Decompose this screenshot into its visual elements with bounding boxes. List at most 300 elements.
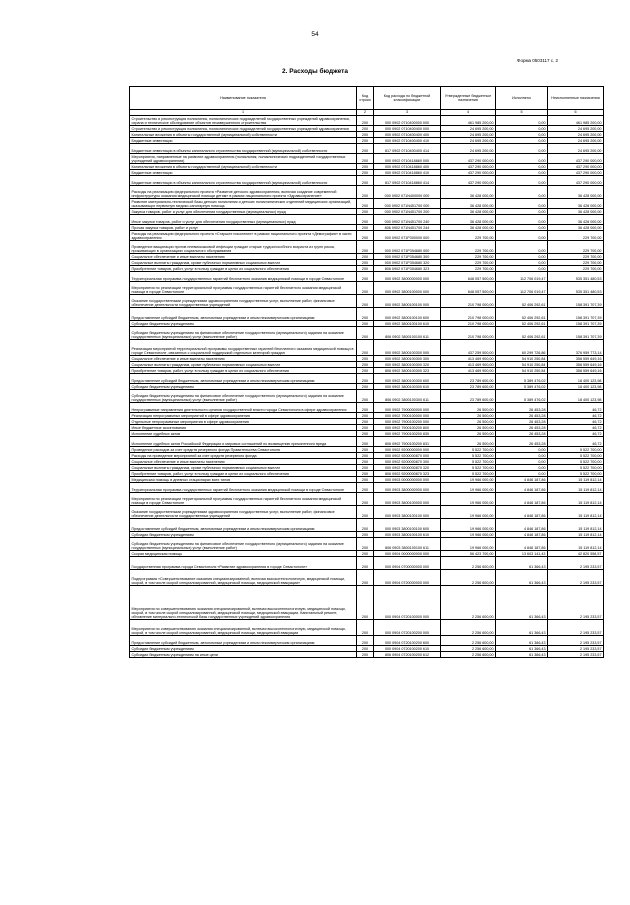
row-line-code-cell: 200 [357, 532, 374, 538]
row-approved-cell: 648 057 500,00 [441, 272, 496, 282]
row-line-code-cell: 200 [357, 199, 374, 209]
row-classification-code-cell: 000 0902 071N451700 000 [374, 199, 441, 209]
row-classification-code-cell: 000 0902 0710418860 400 [374, 164, 441, 170]
row-unexecuted-cell: 229 700,00 [548, 260, 604, 266]
row-executed-cell: 0,00 [496, 116, 548, 126]
row-line-code-cell: 200 [357, 116, 374, 126]
row-line-code-cell: 200 [357, 266, 374, 272]
row-approved-cell: 26 500,00 [441, 431, 496, 437]
row-unexecuted-cell: 24 695 200,00 [548, 138, 604, 144]
row-approved-cell: 210 798 000,00 [441, 327, 496, 340]
row-approved-cell: 26 500,00 [441, 419, 496, 425]
row-approved-cell: 229 700,00 [441, 231, 496, 241]
row-line-code-cell: 200 [357, 390, 374, 403]
row-executed-cell: 0,00 [496, 260, 548, 266]
row-approved-cell: 413 469 900,00 [441, 356, 496, 362]
row-name-cell: Подпрограмма «Совершенствование оказания специализированной, включая высокотехнологичную, медицинской помощи, скорой, в том числе скорой специализированной, медицинской помощи, медицинской эвакуации» [130, 570, 357, 586]
table-row [130, 493, 604, 506]
row-name-cell: Субсидии бюджетным учреждениям на иные цели [130, 652, 357, 658]
row-unexecuted-cell: 15 119 812,14 [548, 477, 604, 483]
row-line-code-cell: 200 [357, 419, 374, 425]
row-approved-cell: 19 966 000,00 [441, 532, 496, 538]
row-name-cell: Предоставление субсидий бюджетным, автономным учреждениям и иным некоммерческим организациям [130, 636, 357, 646]
row-classification-code-cell: 000 0902 9200000870 000 [374, 453, 441, 459]
row-name-cell: Субсидии бюджетным учреждениям [130, 646, 357, 652]
row-name-cell: Строительство и реконструкция поликлиник, поликлинических подразделений государственных учреждений здравоохранения [130, 126, 357, 132]
row-name-cell: Иные закупки товаров, работ и услуг для обеспечения государственных (муниципальных) нужд [130, 215, 357, 225]
row-name-cell: Проведение вакцинации против пневмококковой инфекции граждан старше трудоспособного возраста из групп риска, проживающих в организациях социального обслуживания [130, 241, 357, 254]
row-classification-code-cell: 000 0902 9200000000 000 [374, 447, 441, 453]
row-classification-code-cell: 000 0902 7900100200 830 [374, 431, 441, 437]
row-name-cell: Строительство и реконструкция поликлиник, поликлинических подразделений государственных учреждений здравоохранения, охрана и техническое обследование объектов незавершенного строительства [130, 116, 357, 126]
row-approved-cell: 2 256 600,00 [441, 646, 496, 652]
row-name-cell: Проведение расходов за счет средств резервного фонда Правительства Севастополя [130, 447, 357, 453]
row-executed-cell: 0,00 [496, 176, 548, 186]
row-line-code-cell: 200 [357, 295, 374, 308]
row-approved-cell: 23 789 600,00 [441, 384, 496, 390]
row-name-cell: Бюджетные инвестиции в объекты капитального строительства государственной (муниципальной) собственности [130, 176, 357, 186]
row-classification-code-cell: 000 0904 0000000000 000 [374, 551, 441, 557]
table-row [130, 215, 604, 225]
row-unexecuted-cell: 535 351 480,53 [548, 272, 604, 282]
row-approved-cell: 19 966 000,00 [441, 477, 496, 483]
row-unexecuted-cell: 229 700,00 [548, 266, 604, 272]
row-line-code-cell: 200 [357, 403, 374, 413]
row-executed-cell: 52 406 292,61 [496, 308, 548, 321]
row-approved-cell: 229 700,00 [441, 254, 496, 260]
table-row [130, 636, 604, 646]
form-code: Форма 0503117 с. 2 [517, 58, 558, 63]
row-unexecuted-cell: 158 391 707,39 [548, 327, 604, 340]
table-row [130, 403, 604, 413]
row-line-code-cell: 200 [357, 321, 374, 327]
table-row [130, 390, 604, 403]
row-unexecuted-cell: 15 119 812,14 [548, 493, 604, 506]
row-name-cell: Предоставление субсидий бюджетным, автономным учреждениям и иным некоммерческим организациям [130, 519, 357, 532]
row-name-cell: Социальные выплаты гражданам, кроме публичных нормативных социальных выплат [130, 260, 357, 266]
row-approved-cell: 229 700,00 [441, 241, 496, 254]
row-unexecuted-cell: 5 522 700,00 [548, 453, 604, 459]
table-row [130, 483, 604, 493]
row-approved-cell: 229 700,00 [441, 260, 496, 266]
row-name-cell: Бюджетные инвестиции в объекты капитального строительства государственной (муниципальной) собственности [130, 144, 357, 154]
row-executed-cell: 0,00 [496, 215, 548, 225]
header-index: 6 [548, 110, 604, 116]
budget-expenses-table [129, 86, 604, 658]
row-name-cell: Субсидии бюджетным учреждениям на финансовое обеспечение государственного (муниципального) задания на оказание государственных (муниципальных) услуг (выполнение работ) [130, 538, 357, 551]
row-unexecuted-cell: 18 400 123,98 [548, 390, 604, 403]
row-line-code-cell: 200 [357, 327, 374, 340]
row-classification-code-cell: 806 0903 3800100100 611 [374, 538, 441, 551]
table-row [130, 570, 604, 586]
row-executed-cell: 0,00 [496, 465, 548, 471]
row-approved-cell: 36 428 000,00 [441, 186, 496, 199]
row-classification-code-cell: 000 0903 3800100100 610 [374, 532, 441, 538]
row-classification-code-cell: 000 0902 9200000870 320 [374, 465, 441, 471]
row-name-cell: Исполнение судебных актов [130, 431, 357, 437]
row-line-code-cell: 200 [357, 652, 374, 658]
row-classification-code-cell: 806 0902 3800100300 611 [374, 390, 441, 403]
row-unexecuted-cell: 15 119 812,14 [548, 506, 604, 519]
row-approved-cell: 413 469 900,00 [441, 362, 496, 368]
row-name-cell: Субсидии бюджетным учреждениям на финансовое обеспечение государственного (муниципального) задания на оказание государственных (муниципальных) услуг (выполнение работ) [130, 390, 357, 403]
row-unexecuted-cell: 36 428 000,00 [548, 186, 604, 199]
row-approved-cell: 648 057 500,00 [441, 282, 496, 295]
row-approved-cell: 210 798 000,00 [441, 295, 496, 308]
row-name-cell: Государственная программа города Севастополя «Развитие здравоохранения в городе Севастополе» [130, 557, 357, 570]
row-classification-code-cell: 000 0904 0720000000 000 [374, 570, 441, 586]
row-executed-cell: 4 846 187,86 [496, 493, 548, 506]
row-line-code-cell: 200 [357, 368, 374, 374]
row-unexecuted-cell: 46,72 [548, 419, 604, 425]
row-line-code-cell: 200 [357, 260, 374, 266]
row-line-code-cell: 200 [357, 356, 374, 362]
row-executed-cell: 0,00 [496, 170, 548, 176]
row-unexecuted-cell: 46,72 [548, 437, 604, 447]
row-approved-cell: 19 966 000,00 [441, 506, 496, 519]
row-line-code-cell: 200 [357, 413, 374, 419]
row-name-cell: Субсидии бюджетным учреждениям [130, 384, 357, 390]
row-line-code-cell: 200 [357, 425, 374, 431]
table-row [130, 362, 604, 368]
row-line-code-cell: 200 [357, 340, 374, 356]
row-approved-cell: 19 966 000,00 [441, 538, 496, 551]
row-classification-code-cell: 000 0902 3800100300 320 [374, 362, 441, 368]
row-unexecuted-cell: 36 428 000,00 [548, 215, 604, 225]
row-line-code-cell: 200 [357, 431, 374, 437]
row-line-code-cell: 200 [357, 437, 374, 447]
row-executed-cell: 0,00 [496, 154, 548, 164]
row-executed-cell: 0,00 [496, 241, 548, 254]
row-executed-cell: 0,00 [496, 186, 548, 199]
header-classification-code: Код расхода по бюджетной классификации [374, 87, 441, 110]
row-line-code-cell: 200 [357, 646, 374, 652]
row-classification-code-cell: 000 0904 0720100200 610 [374, 646, 441, 652]
row-line-code-cell: 200 [357, 209, 374, 215]
table-row [130, 241, 604, 254]
row-name-cell: Бюджетные инвестиции [130, 170, 357, 176]
row-name-cell: Социальные выплаты гражданам, кроме публичных нормативных социальных выплат [130, 465, 357, 471]
row-line-code-cell: 200 [357, 164, 374, 170]
row-executed-cell: 0,00 [496, 144, 548, 154]
row-name-cell: Реализация мероприятий территориальной программы государственных гарантий бесплатного оказания медицинской помощи в городе Севастополе, связанных с социальной поддержкой отдельных категорий граждан [130, 340, 357, 356]
row-approved-cell: 437 259 500,00 [441, 340, 496, 356]
row-unexecuted-cell: 158 391 707,39 [548, 295, 604, 308]
table-row [130, 199, 604, 209]
row-line-code-cell: 200 [357, 186, 374, 199]
row-line-code-cell: 200 [357, 272, 374, 282]
row-line-code-cell: 200 [357, 570, 374, 586]
row-executed-cell: 61 366,43 [496, 620, 548, 636]
row-executed-cell: 52 406 292,61 [496, 295, 548, 308]
row-classification-code-cell: 000 0902 071P354680 000 [374, 241, 441, 254]
row-line-code-cell: 200 [357, 154, 374, 164]
row-executed-cell: 61 366,43 [496, 557, 548, 570]
row-name-cell: Территориальная программа государственных гарантий бесплатного оказания медицинской помощи в городе Севастополе [130, 483, 357, 493]
row-unexecuted-cell: 229 700,00 [548, 241, 604, 254]
row-classification-code-cell: 000 0902 071N451700 240 [374, 215, 441, 225]
row-name-cell: Территориальная программа государственных гарантий бесплатного оказания медицинской помощи в городе Севастополе [130, 272, 357, 282]
row-classification-code-cell: 000 0904 0720100200 600 [374, 636, 441, 646]
row-classification-code-cell: 000 0902 0710400000 000 [374, 116, 441, 126]
row-executed-cell: 61 366,43 [496, 636, 548, 646]
row-approved-cell: 5 522 700,00 [441, 471, 496, 477]
row-name-cell: Медицинская помощь в дневных стационарах всех типов [130, 477, 357, 483]
row-classification-code-cell: 000 0904 0720100200 000 [374, 620, 441, 636]
row-executed-cell: 13 603 141,43 [496, 551, 548, 557]
row-line-code-cell: 200 [357, 126, 374, 132]
row-approved-cell: 437 290 000,00 [441, 164, 496, 170]
row-unexecuted-cell: 535 351 480,53 [548, 282, 604, 295]
row-line-code-cell: 200 [357, 308, 374, 321]
row-executed-cell: 26 453,28 [496, 425, 548, 431]
row-approved-cell: 5 522 700,00 [441, 447, 496, 453]
row-line-code-cell: 200 [357, 170, 374, 176]
row-unexecuted-cell: 437 290 000,00 [548, 170, 604, 176]
table-row [130, 272, 604, 282]
row-classification-code-cell: 000 0903 3800100100 600 [374, 519, 441, 532]
row-approved-cell: 2 256 600,00 [441, 620, 496, 636]
row-classification-code-cell: 000 0902 0710418860 000 [374, 154, 441, 164]
table-row [130, 308, 604, 321]
row-approved-cell: 5 522 700,00 [441, 453, 496, 459]
table-row [130, 116, 604, 126]
row-name-cell: Бюджетные инвестиции [130, 138, 357, 144]
row-unexecuted-cell: 15 119 812,14 [548, 538, 604, 551]
row-classification-code-cell: 000 0902 071N451700 200 [374, 209, 441, 215]
row-classification-code-cell: 000 0902 3800100300 000 [374, 340, 441, 356]
row-executed-cell: 5 389 476,02 [496, 390, 548, 403]
row-unexecuted-cell: 158 391 707,39 [548, 321, 604, 327]
row-name-cell: Расходы на реализацию федерального проекта «Старшее поколение» в рамках национального проекта «Демография» в части здравоохранения [130, 231, 357, 241]
header-index: 4 [441, 110, 496, 116]
row-executed-cell: 0,00 [496, 254, 548, 260]
row-name-cell: Субсидии бюджетным учреждениям на финансовое обеспечение государственного (муниципального) задания на оказание государственных (муниципальных) услуг (выполнение работ) [130, 327, 357, 340]
row-executed-cell: 0,00 [496, 225, 548, 231]
row-name-cell: Приобретение товаров, работ, услуг в пользу граждан в целях их социального обеспечения [130, 266, 357, 272]
row-approved-cell: 23 789 600,00 [441, 374, 496, 384]
table-row [130, 356, 604, 362]
row-unexecuted-cell: 46,72 [548, 403, 604, 413]
row-unexecuted-cell: 2 195 233,57 [548, 586, 604, 620]
row-executed-cell: 61 366,43 [496, 570, 548, 586]
row-name-cell: Социальное обеспечение и иные выплаты населению [130, 356, 357, 362]
row-classification-code-cell: 806 0902 3800100100 611 [374, 327, 441, 340]
row-name-cell: Субсидии бюджетным учреждениям [130, 321, 357, 327]
row-executed-cell: 0,00 [496, 266, 548, 272]
table-row [130, 282, 604, 295]
row-approved-cell: 437 290 000,00 [441, 170, 496, 176]
row-line-code-cell: 200 [357, 551, 374, 557]
table-row [130, 144, 604, 154]
row-line-code-cell: 200 [357, 586, 374, 620]
row-name-cell: Социальные выплаты гражданам, кроме публичных нормативных социальных выплат [130, 362, 357, 368]
row-name-cell: Прочая закупка товаров, работ и услуг [130, 225, 357, 231]
row-approved-cell: 36 428 000,00 [441, 225, 496, 231]
row-classification-code-cell: 806 0902 9200000870 323 [374, 471, 441, 477]
row-unexecuted-cell: 229 700,00 [548, 254, 604, 260]
row-unexecuted-cell: 24 695 200,00 [548, 132, 604, 138]
row-unexecuted-cell: 461 985 200,00 [548, 116, 604, 126]
row-approved-cell: 26 500,00 [441, 437, 496, 447]
row-unexecuted-cell: 24 695 200,00 [548, 126, 604, 132]
row-unexecuted-cell: 358 559 649,16 [548, 356, 604, 362]
row-unexecuted-cell: 2 195 233,57 [548, 620, 604, 636]
row-approved-cell: 2 256 600,00 [441, 557, 496, 570]
row-classification-code-cell: 000 0902 7900100200 800 [374, 425, 441, 431]
row-executed-cell: 0,00 [496, 459, 548, 465]
row-unexecuted-cell: 15 119 812,14 [548, 519, 604, 532]
row-executed-cell: 0,00 [496, 447, 548, 453]
row-classification-code-cell: 000 0903 0000000000 000 [374, 477, 441, 483]
row-name-cell: Социальное обеспечение и иные выплаты населению [130, 254, 357, 260]
row-unexecuted-cell: 437 290 000,00 [548, 176, 604, 186]
table-row [130, 437, 604, 447]
row-unexecuted-cell: 229 700,00 [548, 231, 604, 241]
row-classification-code-cell: 817 0902 0710400400 414 [374, 144, 441, 154]
table-row [130, 419, 604, 425]
row-line-code-cell: 200 [357, 557, 374, 570]
row-classification-code-cell: 806 0902 071N451700 244 [374, 225, 441, 231]
row-approved-cell: 24 695 200,00 [441, 138, 496, 144]
row-classification-code-cell: 000 0902 7900000000 000 [374, 403, 441, 413]
row-classification-code-cell: 000 0902 3800100100 600 [374, 308, 441, 321]
row-unexecuted-cell: 5 522 700,00 [548, 459, 604, 465]
row-name-cell: Предоставление субсидий бюджетным, автономным учреждениям и иным некоммерческим организациям [130, 374, 357, 384]
table-row [130, 231, 604, 241]
row-approved-cell: 5 522 700,00 [441, 465, 496, 471]
row-unexecuted-cell: 5 522 700,00 [548, 465, 604, 471]
header-line-code: Код строки [357, 87, 374, 110]
row-executed-cell: 61 366,43 [496, 646, 548, 652]
row-line-code-cell: 200 [357, 453, 374, 459]
row-executed-cell: 26 453,28 [496, 413, 548, 419]
row-approved-cell: 19 966 000,00 [441, 483, 496, 493]
row-unexecuted-cell: 158 391 707,39 [548, 308, 604, 321]
row-approved-cell: 437 290 000,00 [441, 176, 496, 186]
row-unexecuted-cell: 24 695 200,00 [548, 144, 604, 154]
table-row [130, 368, 604, 374]
row-approved-cell: 2 256 600,00 [441, 636, 496, 646]
row-executed-cell: 0,00 [496, 471, 548, 477]
section-title: 2. Расходы бюджета [282, 68, 348, 75]
row-name-cell: Мероприятия, направленные на развитие здравоохранения (поликлиник, поликлинических подразделений государственных учреждений здравоохранения) [130, 154, 357, 164]
row-classification-code-cell: 000 0904 0720100000 000 [374, 586, 441, 620]
row-executed-cell: 4 846 187,86 [496, 483, 548, 493]
row-executed-cell: 61 366,43 [496, 586, 548, 620]
row-executed-cell: 0,00 [496, 126, 548, 132]
header-index: 3 [374, 110, 441, 116]
row-approved-cell: 437 290 000,00 [441, 154, 496, 164]
row-executed-cell: 0,00 [496, 209, 548, 215]
table-row [130, 557, 604, 570]
row-unexecuted-cell: 18 400 123,98 [548, 374, 604, 384]
row-unexecuted-cell: 437 290 000,00 [548, 164, 604, 170]
row-approved-cell: 2 256 600,00 [441, 586, 496, 620]
table-row [130, 374, 604, 384]
row-line-code-cell: 200 [357, 282, 374, 295]
row-unexecuted-cell: 46,72 [548, 425, 604, 431]
row-line-code-cell: 200 [357, 465, 374, 471]
row-executed-cell: 0,00 [496, 453, 548, 459]
row-line-code-cell: 200 [357, 538, 374, 551]
row-name-cell: Расходы на реализацию федерального проекта «Развитие детского здравоохранения, включая создание современной инфраструктуры оказания медицинской помощи детям» в рамках национального проекта «Здравоохранение» [130, 186, 357, 199]
row-classification-code-cell: 806 0902 3800100300 323 [374, 368, 441, 374]
table-row [130, 340, 604, 356]
row-line-code-cell: 200 [357, 225, 374, 231]
row-line-code-cell: 200 [357, 483, 374, 493]
row-executed-cell: 52 406 292,61 [496, 321, 548, 327]
row-approved-cell: 24 695 200,00 [441, 144, 496, 154]
row-approved-cell: 24 695 200,00 [441, 126, 496, 132]
row-line-code-cell: 200 [357, 138, 374, 144]
row-name-cell: Непрограммные направления деятельности органов государственной власти города Севастополя в сфере здравоохранения [130, 403, 357, 413]
header-approved: Утвержденные бюджетные назначения [441, 87, 496, 110]
row-line-code-cell: 200 [357, 384, 374, 390]
table-row [130, 176, 604, 186]
row-unexecuted-cell: 42 820 558,57 [548, 551, 604, 557]
row-classification-code-cell: 000 0902 3800100300 600 [374, 374, 441, 384]
row-approved-cell: 26 500,00 [441, 413, 496, 419]
row-classification-code-cell: 000 0902 7900100000 000 [374, 413, 441, 419]
row-name-cell: Мероприятия по реализации территориальной программы государственных гарантий бесплатного оказания медицинской помощи в городе Севастополе [130, 282, 357, 295]
row-executed-cell: 54 910 250,84 [496, 362, 548, 368]
page-number: 54 [311, 31, 319, 38]
row-classification-code-cell: 000 0902 071N400000 000 [374, 186, 441, 199]
row-line-code-cell: 200 [357, 132, 374, 138]
row-name-cell: Мероприятия по совершенствованию оказания специализированной, включая высокотехнологичную, медицинской помощи, скорой, в том числе скорой специализированной, медицинской помощи, медицинской эвакуации. Капитальный ремонт, обновление материально-технической базы государственных учреждений здравоохранения [130, 586, 357, 620]
row-line-code-cell: 200 [357, 176, 374, 186]
row-unexecuted-cell: 2 195 233,57 [548, 570, 604, 586]
header-row [130, 87, 604, 110]
row-executed-cell: 60 299 726,86 [496, 340, 548, 356]
row-unexecuted-cell: 46,72 [548, 413, 604, 419]
table-row [130, 586, 604, 620]
row-unexecuted-cell: 18 400 123,98 [548, 384, 604, 390]
row-classification-code-cell: 000 0902 9200000870 300 [374, 459, 441, 465]
row-classification-code-cell: 000 0903 3800100100 000 [374, 506, 441, 519]
row-classification-code-cell: 000 0902 071P354680 300 [374, 254, 441, 260]
row-classification-code-cell: 806 0904 0720100200 612 [374, 652, 441, 658]
row-executed-cell: 0,00 [496, 138, 548, 144]
row-approved-cell: 36 428 000,00 [441, 215, 496, 225]
row-line-code-cell: 200 [357, 231, 374, 241]
row-name-cell: Приобретение товаров, работ, услуг в пользу граждан в целях их социального обеспечения [130, 471, 357, 477]
row-name-cell: Развитие материально-технической базы детских поликлиник и детских поликлинических отделений медицинских организаций, оказывающих первичную медико-санитарную помощь [130, 199, 357, 209]
row-name-cell: Капитальные вложения в объекты государственной (муниципальной) собственности [130, 132, 357, 138]
row-unexecuted-cell: 36 428 000,00 [548, 209, 604, 215]
row-classification-code-cell: 000 0902 0710418860 410 [374, 170, 441, 176]
row-name-cell: Оказание государственными учреждениями здравоохранения государственных услуг, выполнение работ, финансовое обеспечение деятельности государственных учреждений [130, 295, 357, 308]
table-row [130, 186, 604, 199]
row-executed-cell: 112 706 019,47 [496, 282, 548, 295]
row-approved-cell: 2 256 600,00 [441, 570, 496, 586]
row-executed-cell: 26 453,28 [496, 437, 548, 447]
row-unexecuted-cell: 15 119 812,14 [548, 483, 604, 493]
row-classification-code-cell: 000 0902 0710400400 400 [374, 132, 441, 138]
row-executed-cell: 0,00 [496, 199, 548, 209]
row-classification-code-cell: 000 0902 0710400400 000 [374, 126, 441, 132]
row-name-cell: Социальное обеспечение и иные выплаты населению [130, 459, 357, 465]
row-classification-code-cell: 000 0902 3800100300 610 [374, 384, 441, 390]
row-unexecuted-cell: 2 195 233,57 [548, 636, 604, 646]
row-unexecuted-cell: 15 119 812,14 [548, 532, 604, 538]
row-executed-cell: 4 846 187,86 [496, 532, 548, 538]
row-classification-code-cell: 000 0902 3800100000 000 [374, 282, 441, 295]
header-index: 5 [496, 110, 548, 116]
row-line-code-cell: 200 [357, 215, 374, 225]
header-index: 2 [357, 110, 374, 116]
